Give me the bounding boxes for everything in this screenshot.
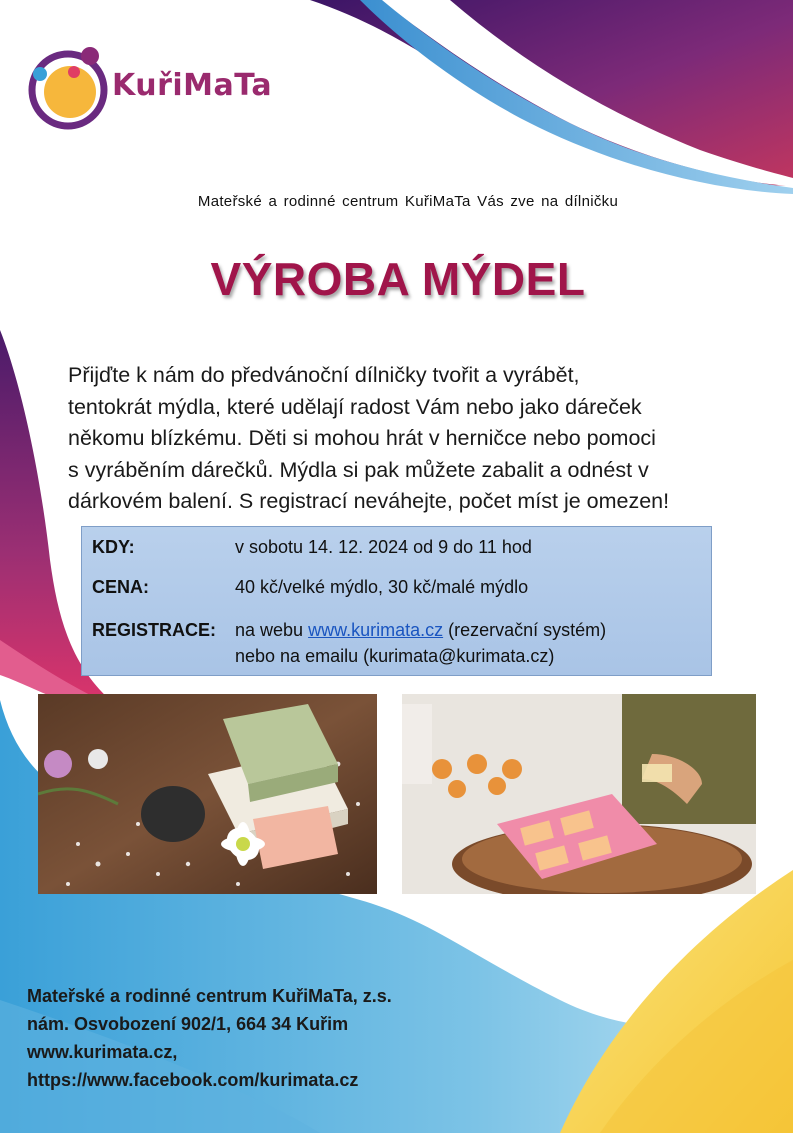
soap-bars-photo: [38, 694, 377, 894]
intro-line: někomu blízkému. Děti si mohou hrát v herničce nebo pomoci: [68, 426, 656, 450]
when-value: v sobotu 14. 12. 2024 od 9 do 11 hod: [235, 537, 532, 557]
price-value: 40 kč/velké mýdlo, 30 kč/malé mýdlo: [235, 577, 529, 597]
intro-line: s vyráběním dárečků. Mýdla si pak můžete zabalit a odnést v: [68, 457, 649, 482]
intro-paragraph: [68, 360, 768, 518]
invitation-subtitle: Mateřské a rodinné centrum KuřiMaTa Vás zve na dílničku: [197, 193, 619, 210]
footer-org-name: Mateřské a rodinné centrum KuřiMaTa, z.s.: [27, 986, 392, 1006]
logo-icon: [26, 40, 116, 130]
intro-line: tentokrát mýdla, které udělají radost Vám nebo jako dáreček: [68, 394, 642, 419]
registration-label: REGISTRACE:: [92, 620, 217, 640]
footer-address: nám. Osvobození 902/1, 664 34 Kuřim: [27, 1014, 349, 1034]
registration-link[interactable]: www.kurimata.cz: [308, 620, 444, 640]
registration-suffix: (rezervační systém): [448, 620, 607, 640]
registration-email: nebo na emailu (kurimata@kurimata.cz): [235, 646, 555, 666]
intro-line: Přijďte k nám do předvánoční dílničky tvořit a vyrábět,: [68, 363, 580, 387]
logo: [26, 40, 296, 130]
footer-facebook[interactable]: https://www.facebook.com/kurimata.cz: [27, 1070, 359, 1090]
footer-contact: [27, 982, 392, 1094]
registration-prefix: na webu: [235, 620, 304, 640]
logo-text: KuřiMaTa: [112, 68, 273, 103]
soap-mold-photo: [402, 694, 756, 894]
intro-line: dárkovém balení. S registrací neváhejte, počet míst je omezen!: [68, 489, 670, 513]
registration-value: [235, 618, 705, 643]
price-label: CENA:: [92, 577, 149, 597]
when-label: KDY:: [92, 537, 135, 557]
footer-website[interactable]: www.kurimata.cz,: [27, 1042, 178, 1062]
page-title: VÝROBA MÝDEL: [210, 253, 586, 305]
event-details-box: [81, 526, 712, 676]
